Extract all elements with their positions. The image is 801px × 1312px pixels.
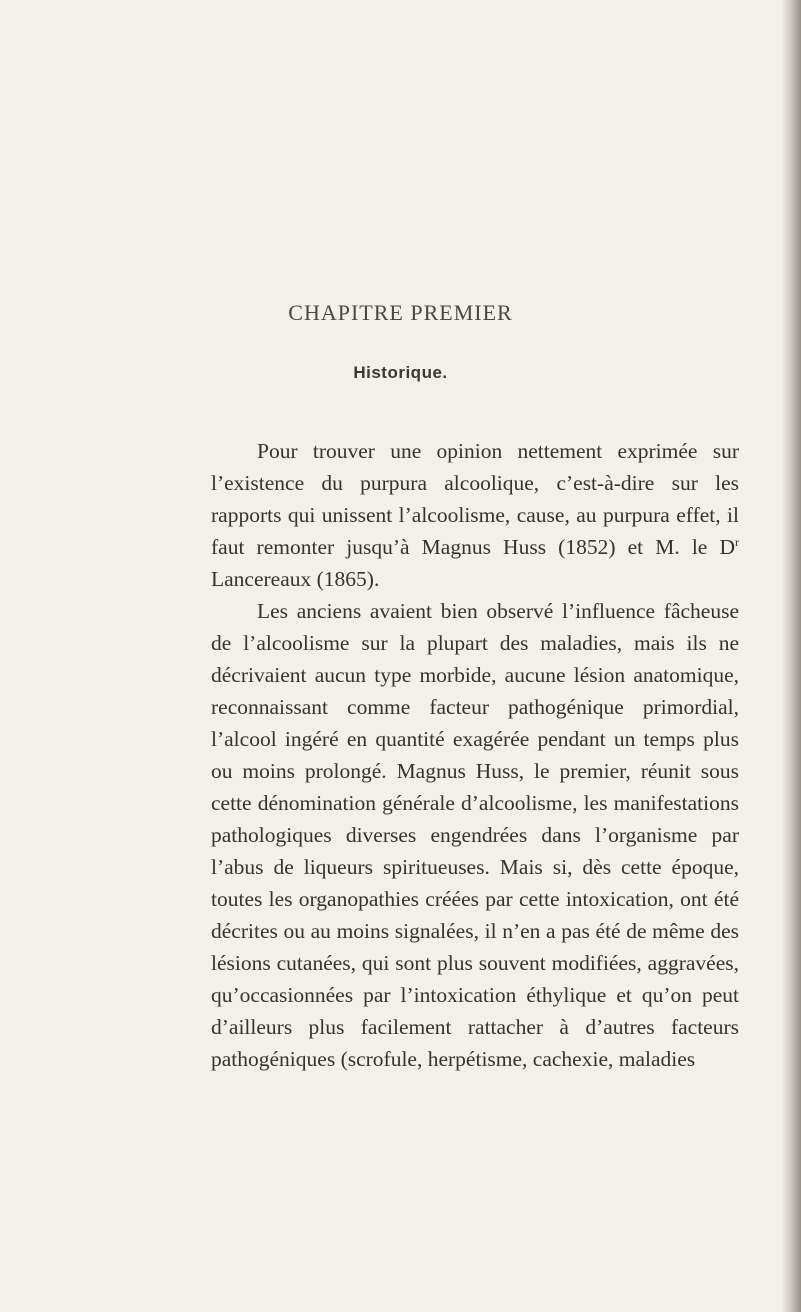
doctor-abbrev-superscript: r bbox=[735, 534, 739, 549]
paragraph-1-text-end: Lancereaux (1865). bbox=[211, 567, 380, 591]
chapter-title: CHAPITRE PREMIER bbox=[288, 300, 513, 325]
section-title: Historique. bbox=[353, 363, 448, 382]
paragraph-1-text: Pour trouver une opinion nettement exprimée sur l’existence du purpura alcoolique, c’est-à-dire sur les rapports qui unissent l’alcoolisme, cause, au purpura effet, il faut remonter jusqu’à Magnus Huss (1852) et M. le D bbox=[211, 439, 739, 559]
paragraph-1 bbox=[211, 435, 739, 595]
paragraph-2: Les anciens avaient bien observé l’influence fâcheuse de l’alcoolisme sur la plupart des maladies, mais ils ne décrivaient aucun type morbide, aucune lésion anatomique, reconnaissant comme facteur pathogénique primordial, l’alcool ingéré en quantité exagérée pendant un temps plus ou moins prolongé. Magnus Huss, le premier, réunit sous cette dénomination générale d’alcoolisme, les manifestations pathologiques diverses engendrées dans l’organisme par l’abus de liqueurs spiritueuses. Mais si, dès cette époque, toutes les organopathies créées par cette intoxication, ont été décrites ou au moins signalées, il n’en a pas été de même des lésions cutanées, qui sont plus souvent modifiées, aggravées, qu’occasionnées par l’intoxication éthylique et qu’on peut d’ailleurs plus facilement rattacher à d’autres facteurs pathogéniques (scrofule, herpétisme, cachexie, maladies bbox=[211, 599, 739, 1071]
page-edge-shadow bbox=[781, 0, 801, 1312]
body-text bbox=[211, 435, 739, 1075]
